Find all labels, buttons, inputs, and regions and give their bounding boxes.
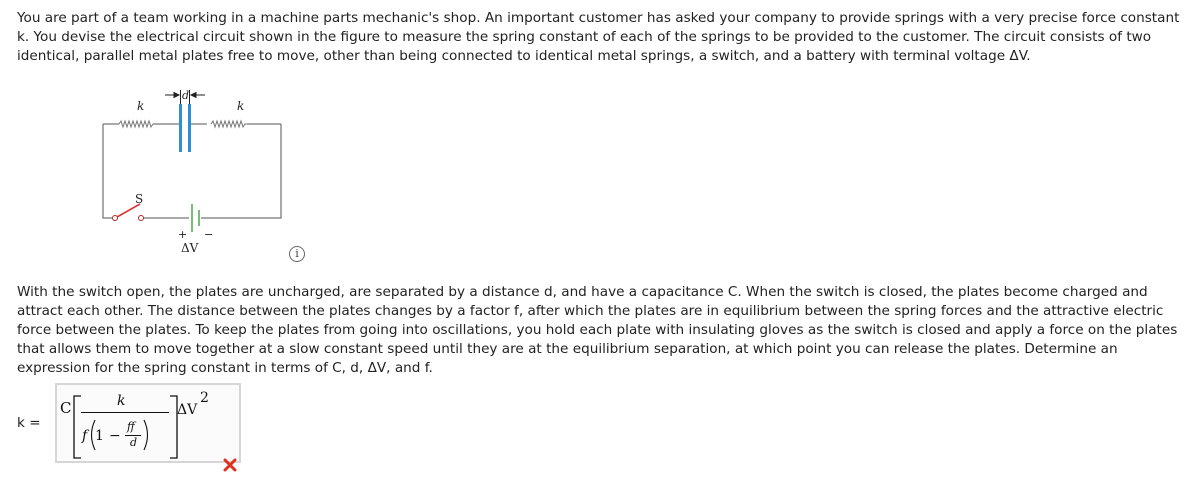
right-plate xyxy=(188,104,191,152)
inner-fraction-numerator: ff xyxy=(127,420,135,433)
numerator-k: k xyxy=(117,393,126,409)
switch-label: S xyxy=(135,192,144,206)
denominator-minus: − xyxy=(109,428,121,444)
battery-voltage-label: ΔV xyxy=(181,241,199,255)
answer-exponent: 2 xyxy=(200,390,209,406)
circuit-diagram xyxy=(95,86,305,258)
left-spring-label: k xyxy=(137,99,145,113)
info-icon[interactable]: i xyxy=(289,246,305,262)
inner-fraction-denominator: d xyxy=(130,436,138,449)
answer-input[interactable] xyxy=(55,383,241,463)
answer-delta-v: ΔV xyxy=(177,402,198,418)
left-bracket xyxy=(72,395,82,459)
answer-label: k = xyxy=(17,415,41,431)
denominator-f: f xyxy=(82,428,88,444)
left-plate xyxy=(179,104,182,152)
left-spring xyxy=(119,121,153,127)
battery-minus-label: − xyxy=(204,228,214,241)
answer-c: C xyxy=(60,399,72,417)
problem-intro: You are part of a team working in a machine parts mechanic's shop. An important customer has asked your company to provide springs with a very precise force constant k. You devise the electrical circuit shown in the figure to measure the spring constant of each of the springs to be provided to the customer. The circuit consists of two identical, parallel metal plates free to move, other than being connected to identical metal springs, a switch, and a battery with terminal voltage ΔV. xyxy=(17,10,1180,64)
fraction-bar xyxy=(81,412,169,413)
right-spring xyxy=(211,121,247,127)
gap-label: d xyxy=(182,89,190,102)
problem-body: With the switch open, the plates are uncharged, are separated by a distance d, and have a capacitance C. When the switch is closed, the plates become charged and attract each other. The distance between the plates changes by a factor f, after which the plates are in equilibrium between the spring forces and the attractive electric force between the plates. To keep the plates from going into oscillations, you hold each plate with insulating gloves as the switch is closed and apply a force on the plates that allows them to move together at a slow constant speed until they are at the equilibrium separation, at which point you can release the plates. Determine an expression for the spring constant in terms of C, d, ΔV, and f. xyxy=(17,284,1178,376)
switch-contact xyxy=(139,216,144,221)
denominator-one: 1 xyxy=(95,428,104,444)
right-paren xyxy=(143,419,151,451)
right-spring-label: k xyxy=(237,99,245,113)
battery-plus-label: + xyxy=(178,228,188,241)
x-mark-icon xyxy=(223,458,237,472)
